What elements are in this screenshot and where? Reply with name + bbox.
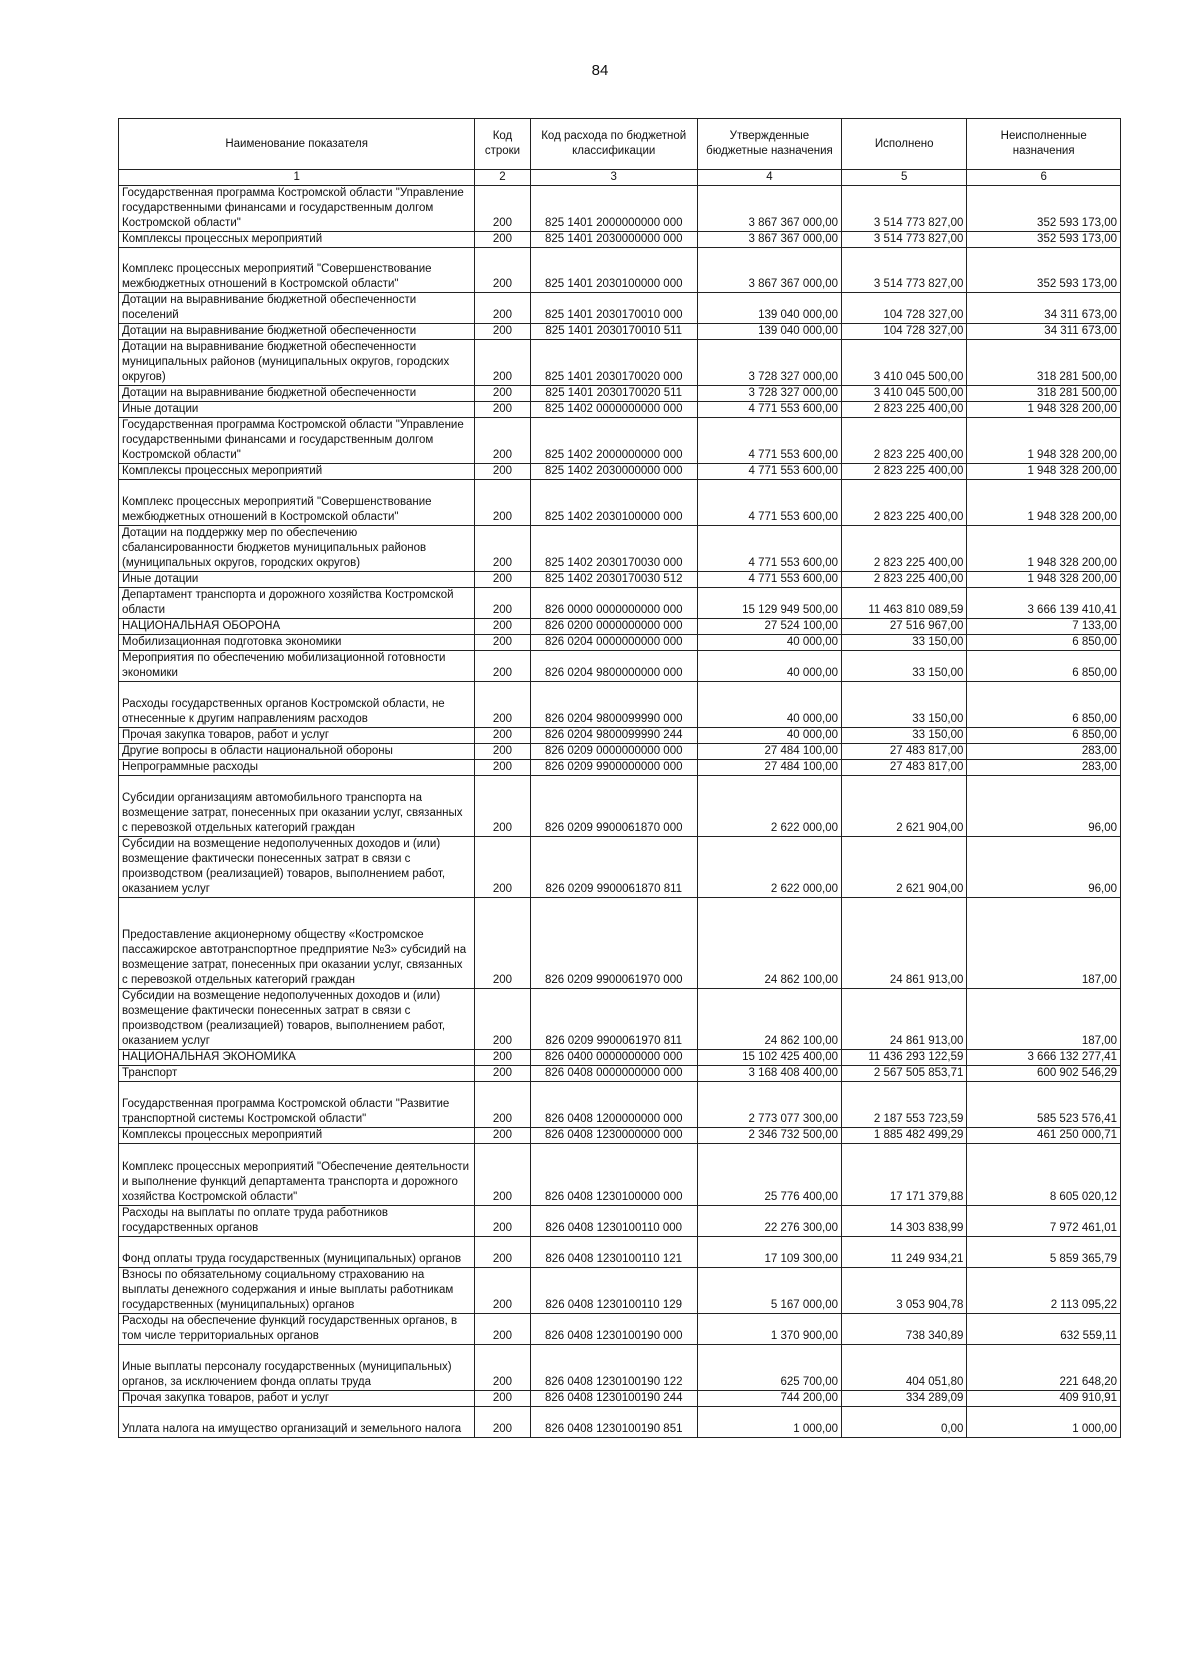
- row-code: 200: [475, 1128, 530, 1144]
- row-executed: 334 289,09: [842, 1391, 967, 1407]
- table-header-row: [119, 119, 1121, 170]
- row-approved: 40 000,00: [697, 728, 841, 744]
- row-approved: 3 728 327 000,00: [697, 340, 841, 386]
- table-row: [119, 635, 1121, 651]
- row-name: Иные дотации: [119, 572, 475, 588]
- row-name: Дотации на выравнивание бюджетной обеспеченности: [119, 386, 475, 402]
- row-executed: 11 436 293 122,59: [842, 1050, 967, 1066]
- row-approved: 15 129 949 500,00: [697, 588, 841, 619]
- table-row: [119, 418, 1121, 464]
- row-executed: 2 621 904,00: [842, 837, 967, 898]
- row-approved: 1 370 900,00: [697, 1314, 841, 1345]
- row-executed: 33 150,00: [842, 635, 967, 651]
- row-executed: 14 303 838,99: [842, 1206, 967, 1237]
- row-kbk: 826 0408 1230100190 122: [530, 1345, 697, 1391]
- row-name: Иные выплаты персоналу государственных (муниципальных) органов, за исключением фонда оплаты труда: [119, 1345, 475, 1391]
- row-approved: 22 276 300,00: [697, 1206, 841, 1237]
- row-code: 200: [475, 619, 530, 635]
- row-executed: 2 187 553 723,59: [842, 1082, 967, 1128]
- row-unexecuted: 1 948 328 200,00: [967, 402, 1121, 418]
- row-kbk: 826 0209 0000000000 000: [530, 744, 697, 760]
- row-kbk: 826 0209 9900061970 811: [530, 989, 697, 1050]
- row-unexecuted: 7 972 461,01: [967, 1206, 1121, 1237]
- table-row: [119, 1345, 1121, 1391]
- table-row: [119, 232, 1121, 248]
- row-unexecuted: 352 593 173,00: [967, 232, 1121, 248]
- row-executed: 0,00: [842, 1407, 967, 1438]
- row-approved: 4 771 553 600,00: [697, 572, 841, 588]
- row-kbk: 826 0408 1200000000 000: [530, 1082, 697, 1128]
- row-approved: 24 862 100,00: [697, 989, 841, 1050]
- row-unexecuted: 1 948 328 200,00: [967, 572, 1121, 588]
- row-name: Транспорт: [119, 1066, 475, 1082]
- header-kbk: Код расхода по бюджетной классификации: [530, 119, 697, 170]
- row-code: 200: [475, 1066, 530, 1082]
- row-unexecuted: 2 113 095,22: [967, 1268, 1121, 1314]
- row-kbk: 826 0209 9900000000 000: [530, 760, 697, 776]
- header-approved: Утвержденные бюджетные назначения: [697, 119, 841, 170]
- row-unexecuted: 6 850,00: [967, 651, 1121, 682]
- row-name: Расходы на обеспечение функций государственных органов, в том числе территориальных органов: [119, 1314, 475, 1345]
- table-row: [119, 1128, 1121, 1144]
- row-approved: 40 000,00: [697, 635, 841, 651]
- row-executed: 33 150,00: [842, 728, 967, 744]
- header-code: Код строки: [475, 119, 530, 170]
- row-name: Государственная программа Костромской области "Развитие транспортной системы Костромской области": [119, 1082, 475, 1128]
- row-code: 200: [475, 340, 530, 386]
- row-unexecuted: 1 948 328 200,00: [967, 418, 1121, 464]
- row-code: 200: [475, 248, 530, 293]
- row-code: 200: [475, 1345, 530, 1391]
- row-code: 200: [475, 386, 530, 402]
- row-executed: 11 249 934,21: [842, 1237, 967, 1268]
- row-approved: 27 524 100,00: [697, 619, 841, 635]
- row-approved: 4 771 553 600,00: [697, 464, 841, 480]
- row-name: Комплекс процессных мероприятий "Обеспечение деятельности и выполнение функций департамента транспорта и дорожного хозяйства Костромской области": [119, 1144, 475, 1206]
- row-unexecuted: 1 948 328 200,00: [967, 480, 1121, 526]
- column-number: 3: [530, 170, 697, 186]
- row-name: Комплекс процессных мероприятий "Совершенствование межбюджетных отношений в Костромской области": [119, 480, 475, 526]
- row-kbk: 826 0408 1230000000 000: [530, 1128, 697, 1144]
- row-name: Мобилизационная подготовка экономики: [119, 635, 475, 651]
- row-name: Уплата налога на имущество организаций и земельного налога: [119, 1407, 475, 1438]
- row-approved: 2 622 000,00: [697, 837, 841, 898]
- row-code: 200: [475, 1206, 530, 1237]
- row-approved: 4 771 553 600,00: [697, 402, 841, 418]
- row-kbk: 825 1402 2030100000 000: [530, 480, 697, 526]
- row-executed: 24 861 913,00: [842, 898, 967, 989]
- row-code: 200: [475, 682, 530, 728]
- row-code: 200: [475, 402, 530, 418]
- row-unexecuted: 318 281 500,00: [967, 386, 1121, 402]
- table-row: [119, 1237, 1121, 1268]
- row-kbk: 826 0204 0000000000 000: [530, 635, 697, 651]
- row-unexecuted: 7 133,00: [967, 619, 1121, 635]
- row-unexecuted: 585 523 576,41: [967, 1082, 1121, 1128]
- page-number: 84: [591, 62, 609, 79]
- row-name: Государственная программа Костромской области "Управление государственными финансами и государственным долгом Костромской области": [119, 418, 475, 464]
- row-approved: 15 102 425 400,00: [697, 1050, 841, 1066]
- row-name: Дотации на выравнивание бюджетной обеспеченности: [119, 324, 475, 340]
- row-code: 200: [475, 1407, 530, 1438]
- row-name: Государственная программа Костромской области "Управление государственными финансами и государственным долгом Костромской области": [119, 186, 475, 232]
- row-kbk: 825 1402 2030170030 000: [530, 526, 697, 572]
- row-name: Дотации на поддержку мер по обеспечению сбалансированности бюджетов муниципальных районов (муниципальных округов, городских округов): [119, 526, 475, 572]
- row-kbk: 826 0408 1230100110 121: [530, 1237, 697, 1268]
- row-executed: 2 621 904,00: [842, 776, 967, 837]
- table-row: [119, 340, 1121, 386]
- table-row: [119, 1407, 1121, 1438]
- row-name: Комплексы процессных мероприятий: [119, 232, 475, 248]
- row-code: 200: [475, 989, 530, 1050]
- row-kbk: 825 1402 2000000000 000: [530, 418, 697, 464]
- row-name: Комплексы процессных мероприятий: [119, 464, 475, 480]
- row-name: Мероприятия по обеспечению мобилизационной готовности экономики: [119, 651, 475, 682]
- row-code: 200: [475, 418, 530, 464]
- row-kbk: 825 1402 2030000000 000: [530, 464, 697, 480]
- row-code: 200: [475, 776, 530, 837]
- row-unexecuted: 600 902 546,29: [967, 1066, 1121, 1082]
- table-row: [119, 464, 1121, 480]
- table-row: [119, 1066, 1121, 1082]
- row-unexecuted: 1 000,00: [967, 1407, 1121, 1438]
- row-approved: 2 622 000,00: [697, 776, 841, 837]
- table-row: [119, 572, 1121, 588]
- row-name: Предоставление акционерному обществу «Костромское пассажирское автотранспортное предприятие №3» субсидий на возмещение затрат, понесенных при оказании услуг, связанных с перевозкой отдельных категорий граждан: [119, 898, 475, 989]
- row-unexecuted: 283,00: [967, 760, 1121, 776]
- row-kbk: 825 1401 2030170010 000: [530, 293, 697, 324]
- row-executed: 33 150,00: [842, 651, 967, 682]
- row-name: Расходы на выплаты по оплате труда работников государственных органов: [119, 1206, 475, 1237]
- row-unexecuted: 8 605 020,12: [967, 1144, 1121, 1206]
- row-code: 200: [475, 1082, 530, 1128]
- row-unexecuted: 1 948 328 200,00: [967, 464, 1121, 480]
- table-row: [119, 248, 1121, 293]
- row-approved: 744 200,00: [697, 1391, 841, 1407]
- row-executed: 33 150,00: [842, 682, 967, 728]
- row-kbk: 825 1402 0000000000 000: [530, 402, 697, 418]
- table-row: [119, 728, 1121, 744]
- row-unexecuted: 283,00: [967, 744, 1121, 760]
- row-approved: 4 771 553 600,00: [697, 526, 841, 572]
- table-row: [119, 744, 1121, 760]
- column-number: 6: [967, 170, 1121, 186]
- row-approved: 25 776 400,00: [697, 1144, 841, 1206]
- budget-execution-table: [118, 118, 1121, 1438]
- row-name: Прочая закупка товаров, работ и услуг: [119, 728, 475, 744]
- row-kbk: 825 1401 2030170020 000: [530, 340, 697, 386]
- row-approved: 5 167 000,00: [697, 1268, 841, 1314]
- table-row: [119, 1144, 1121, 1206]
- row-unexecuted: 3 666 139 410,41: [967, 588, 1121, 619]
- row-kbk: 826 0400 0000000000 000: [530, 1050, 697, 1066]
- row-approved: 3 728 327 000,00: [697, 386, 841, 402]
- row-kbk: 826 0209 9900061870 000: [530, 776, 697, 837]
- row-name: Комплекс процессных мероприятий "Совершенствование межбюджетных отношений в Костромской области": [119, 248, 475, 293]
- table-row: [119, 1082, 1121, 1128]
- table-row: [119, 760, 1121, 776]
- table-row: [119, 1314, 1121, 1345]
- table-row: [119, 837, 1121, 898]
- row-unexecuted: 96,00: [967, 837, 1121, 898]
- row-executed: 104 728 327,00: [842, 293, 967, 324]
- row-approved: 3 867 367 000,00: [697, 186, 841, 232]
- row-name: Непрограммные расходы: [119, 760, 475, 776]
- row-code: 200: [475, 1237, 530, 1268]
- row-code: 200: [475, 324, 530, 340]
- row-executed: 1 885 482 499,29: [842, 1128, 967, 1144]
- row-code: 200: [475, 1144, 530, 1206]
- row-name: Иные дотации: [119, 402, 475, 418]
- row-executed: 3 053 904,78: [842, 1268, 967, 1314]
- table-row: [119, 324, 1121, 340]
- row-approved: 3 168 408 400,00: [697, 1066, 841, 1082]
- row-unexecuted: 632 559,11: [967, 1314, 1121, 1345]
- row-executed: 11 463 810 089,59: [842, 588, 967, 619]
- row-executed: 2 823 225 400,00: [842, 418, 967, 464]
- row-executed: 2 823 225 400,00: [842, 464, 967, 480]
- table-row: [119, 386, 1121, 402]
- row-executed: 2 823 225 400,00: [842, 480, 967, 526]
- row-name: НАЦИОНАЛЬНАЯ ЭКОНОМИКА: [119, 1050, 475, 1066]
- row-kbk: 826 0408 1230100110 000: [530, 1206, 697, 1237]
- row-kbk: 826 0204 9800000000 000: [530, 651, 697, 682]
- row-approved: 3 867 367 000,00: [697, 232, 841, 248]
- row-unexecuted: 409 910,91: [967, 1391, 1121, 1407]
- row-name: Фонд оплаты труда государственных (муниципальных) органов: [119, 1237, 475, 1268]
- table-row: [119, 480, 1121, 526]
- row-kbk: 826 0200 0000000000 000: [530, 619, 697, 635]
- row-kbk: 826 0204 9800099990 000: [530, 682, 697, 728]
- row-code: 200: [475, 760, 530, 776]
- row-kbk: 826 0408 0000000000 000: [530, 1066, 697, 1082]
- row-kbk: 825 1401 2030000000 000: [530, 232, 697, 248]
- row-code: 200: [475, 232, 530, 248]
- table-body: [119, 186, 1121, 1438]
- row-code: 200: [475, 635, 530, 651]
- row-approved: 1 000,00: [697, 1407, 841, 1438]
- table-row: [119, 1391, 1121, 1407]
- row-executed: 404 051,80: [842, 1345, 967, 1391]
- table-row: [119, 293, 1121, 324]
- column-number: 1: [119, 170, 475, 186]
- row-unexecuted: 96,00: [967, 776, 1121, 837]
- table-row: [119, 526, 1121, 572]
- row-name: Комплексы процессных мероприятий: [119, 1128, 475, 1144]
- row-kbk: 825 1401 2030170010 511: [530, 324, 697, 340]
- row-code: 200: [475, 293, 530, 324]
- row-name: Другие вопросы в области национальной обороны: [119, 744, 475, 760]
- row-unexecuted: 1 948 328 200,00: [967, 526, 1121, 572]
- row-unexecuted: 3 666 132 277,41: [967, 1050, 1121, 1066]
- row-executed: 27 483 817,00: [842, 744, 967, 760]
- row-code: 200: [475, 464, 530, 480]
- row-unexecuted: 6 850,00: [967, 682, 1121, 728]
- row-executed: 3 410 045 500,00: [842, 386, 967, 402]
- row-code: 200: [475, 1050, 530, 1066]
- row-unexecuted: 187,00: [967, 989, 1121, 1050]
- row-approved: 4 771 553 600,00: [697, 480, 841, 526]
- row-approved: 139 040 000,00: [697, 324, 841, 340]
- row-unexecuted: 34 311 673,00: [967, 293, 1121, 324]
- row-approved: 27 484 100,00: [697, 744, 841, 760]
- row-approved: 3 867 367 000,00: [697, 248, 841, 293]
- row-unexecuted: 187,00: [967, 898, 1121, 989]
- row-executed: 24 861 913,00: [842, 989, 967, 1050]
- row-approved: 24 862 100,00: [697, 898, 841, 989]
- row-executed: 3 410 045 500,00: [842, 340, 967, 386]
- row-executed: 17 171 379,88: [842, 1144, 967, 1206]
- table-row: [119, 898, 1121, 989]
- row-kbk: 825 1401 2000000000 000: [530, 186, 697, 232]
- table-row: [119, 651, 1121, 682]
- row-kbk: 826 0209 9900061870 811: [530, 837, 697, 898]
- row-approved: 625 700,00: [697, 1345, 841, 1391]
- row-unexecuted: 6 850,00: [967, 635, 1121, 651]
- row-executed: 2 823 225 400,00: [842, 402, 967, 418]
- row-kbk: 826 0408 1230100190 851: [530, 1407, 697, 1438]
- row-code: 200: [475, 1391, 530, 1407]
- row-name: Департамент транспорта и дорожного хозяйства Костромской области: [119, 588, 475, 619]
- table-row: [119, 186, 1121, 232]
- row-code: 200: [475, 480, 530, 526]
- row-code: 200: [475, 1314, 530, 1345]
- table-row: [119, 619, 1121, 635]
- column-number-row: [119, 170, 1121, 186]
- row-code: 200: [475, 744, 530, 760]
- row-code: 200: [475, 588, 530, 619]
- table-row: [119, 402, 1121, 418]
- table-row: [119, 1268, 1121, 1314]
- row-unexecuted: 5 859 365,79: [967, 1237, 1121, 1268]
- column-number: 5: [842, 170, 967, 186]
- row-executed: 2 567 505 853,71: [842, 1066, 967, 1082]
- table-row: [119, 682, 1121, 728]
- row-code: 200: [475, 526, 530, 572]
- row-approved: 2 346 732 500,00: [697, 1128, 841, 1144]
- header-unexecuted: Неисполненные назначения: [967, 119, 1121, 170]
- row-unexecuted: 352 593 173,00: [967, 186, 1121, 232]
- header-name: Наименование показателя: [119, 119, 475, 170]
- row-executed: 738 340,89: [842, 1314, 967, 1345]
- column-number: 4: [697, 170, 841, 186]
- row-name: Дотации на выравнивание бюджетной обеспеченности муниципальных районов (муниципальных округов, городских округов): [119, 340, 475, 386]
- row-kbk: 826 0408 1230100110 129: [530, 1268, 697, 1314]
- row-code: 200: [475, 186, 530, 232]
- row-code: 200: [475, 837, 530, 898]
- row-unexecuted: 34 311 673,00: [967, 324, 1121, 340]
- row-code: 200: [475, 898, 530, 989]
- row-kbk: 825 1401 2030170020 511: [530, 386, 697, 402]
- row-executed: 3 514 773 827,00: [842, 232, 967, 248]
- row-unexecuted: 221 648,20: [967, 1345, 1121, 1391]
- table-row: [119, 1206, 1121, 1237]
- row-approved: 4 771 553 600,00: [697, 418, 841, 464]
- row-executed: 104 728 327,00: [842, 324, 967, 340]
- row-code: 200: [475, 728, 530, 744]
- row-code: 200: [475, 1268, 530, 1314]
- row-approved: 40 000,00: [697, 651, 841, 682]
- row-name: Субсидии на возмещение недополученных доходов и (или) возмещение фактически понесенных затрат в связи с производством (реализацией) товаров, выполнением работ, оказанием услуг: [119, 989, 475, 1050]
- row-name: Расходы государственных органов Костромской области, не отнесенные к другим направлениям расходов: [119, 682, 475, 728]
- row-executed: 2 823 225 400,00: [842, 526, 967, 572]
- row-name: НАЦИОНАЛЬНАЯ ОБОРОНА: [119, 619, 475, 635]
- row-unexecuted: 461 250 000,71: [967, 1128, 1121, 1144]
- row-kbk: 826 0408 1230100190 000: [530, 1314, 697, 1345]
- row-name: Прочая закупка товаров, работ и услуг: [119, 1391, 475, 1407]
- row-name: Дотации на выравнивание бюджетной обеспеченности поселений: [119, 293, 475, 324]
- row-kbk: 826 0204 9800099990 244: [530, 728, 697, 744]
- table-row: [119, 989, 1121, 1050]
- row-approved: 139 040 000,00: [697, 293, 841, 324]
- table-row: [119, 588, 1121, 619]
- row-approved: 17 109 300,00: [697, 1237, 841, 1268]
- row-unexecuted: 352 593 173,00: [967, 248, 1121, 293]
- row-name: Взносы по обязательному социальному страхованию на выплаты денежного содержания и иные выплаты работникам государственных (муниципальных) органов: [119, 1268, 475, 1314]
- row-unexecuted: 318 281 500,00: [967, 340, 1121, 386]
- row-executed: 3 514 773 827,00: [842, 186, 967, 232]
- row-code: 200: [475, 651, 530, 682]
- row-kbk: 826 0000 0000000000 000: [530, 588, 697, 619]
- row-executed: 2 823 225 400,00: [842, 572, 967, 588]
- row-kbk: 826 0408 1230100190 244: [530, 1391, 697, 1407]
- row-executed: 27 483 817,00: [842, 760, 967, 776]
- table-row: [119, 1050, 1121, 1066]
- row-executed: 27 516 967,00: [842, 619, 967, 635]
- table-row: [119, 776, 1121, 837]
- row-approved: 27 484 100,00: [697, 760, 841, 776]
- row-approved: 2 773 077 300,00: [697, 1082, 841, 1128]
- column-number: 2: [475, 170, 530, 186]
- row-kbk: 826 0408 1230100000 000: [530, 1144, 697, 1206]
- row-unexecuted: 6 850,00: [967, 728, 1121, 744]
- row-approved: 40 000,00: [697, 682, 841, 728]
- row-executed: 3 514 773 827,00: [842, 248, 967, 293]
- row-kbk: 825 1401 2030100000 000: [530, 248, 697, 293]
- row-name: Субсидии организациям автомобильного транспорта на возмещение затрат, понесенных при оказании услуг, связанных с перевозкой отдельных категорий граждан: [119, 776, 475, 837]
- row-kbk: 825 1402 2030170030 512: [530, 572, 697, 588]
- row-kbk: 826 0209 9900061970 000: [530, 898, 697, 989]
- row-name: Субсидии на возмещение недополученных доходов и (или) возмещение фактически понесенных затрат в связи с производством (реализацией) товаров, выполнением работ, оказанием услуг: [119, 837, 475, 898]
- row-code: 200: [475, 572, 530, 588]
- header-executed: Исполнено: [842, 119, 967, 170]
